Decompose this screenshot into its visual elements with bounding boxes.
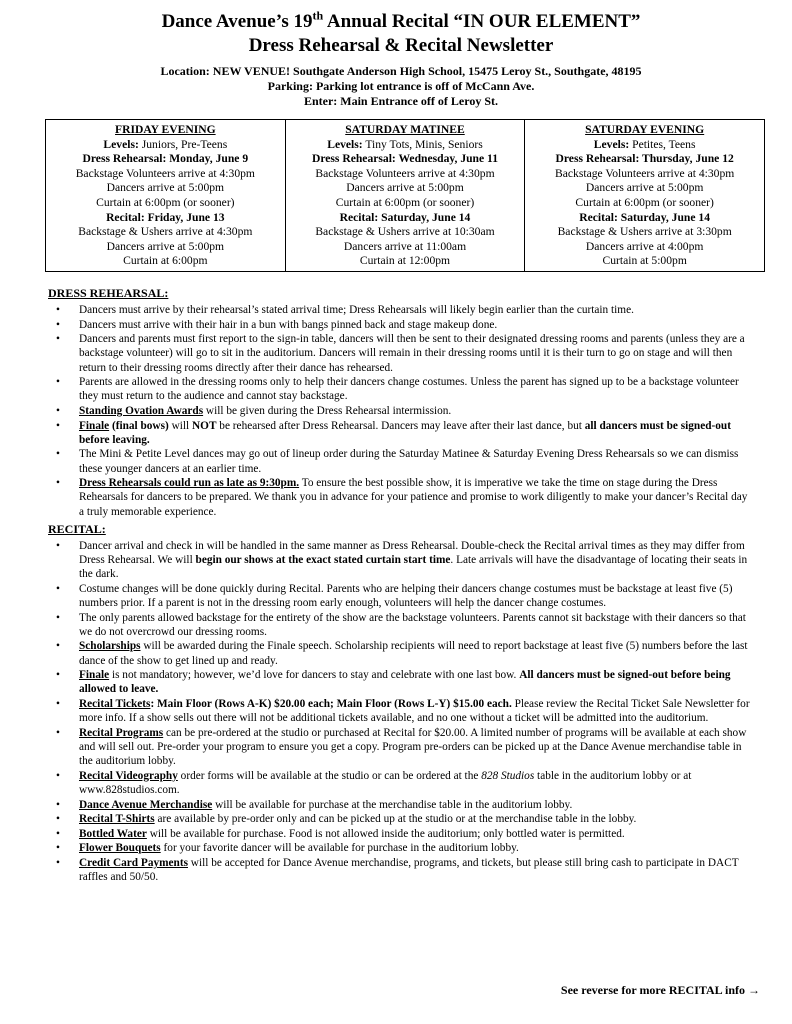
schedule-table xyxy=(45,119,765,272)
rehearsal-date: Dress Rehearsal: Thursday, June 12 xyxy=(555,152,734,166)
rehearsal-dancers-time: Dancers arrive at 5:00pm xyxy=(106,181,225,195)
recital-date: Recital: Saturday, June 14 xyxy=(579,210,711,224)
merchandise-label: Dance Avenue Merchandise xyxy=(79,798,213,811)
list-item: • Dance Avenue Merchandise will be available for purchase at the merchandise table in the auditorium lobby. xyxy=(79,798,754,812)
levels-line: Levels: Tiny Tots, Minis, Seniors xyxy=(327,137,483,151)
list-item: • Recital T-Shirts are available by pre-order only and can be picked up at the studio or at the merchandise table in the lobby. xyxy=(79,812,754,826)
credit-card-label: Credit Card Payments xyxy=(79,856,188,869)
recital-dancers-time: Dancers arrive at 4:00pm xyxy=(585,239,704,253)
list-item: • Dancers and parents must first report to the sign-in table, dancers will then be sent to their designated dressing rooms and parents (unless they are a backstage volunteer) will go to sit in the auditorium. Dancers will remain in their dressing rooms until it is their turn to go on stage and will then return to their dressing rooms directly after their dance has rehearsed. xyxy=(79,332,754,375)
recital-curtain-time: Curtain at 5:00pm xyxy=(602,254,687,268)
recital-curtain-time: Curtain at 6:00pm xyxy=(123,254,208,268)
recital-programs-label: Recital Programs xyxy=(79,726,164,739)
rehearsal-curtain-time: Curtain at 6:00pm (or sooner) xyxy=(335,195,475,209)
list-item: • Recital Programs can be pre-ordered at the studio or purchased at Recital for $20.00. A limited number of programs will be available at each show and will sell out. Pre-order your program to ensure you get a copy. Program pre-orders can be picked up at the Dance Avenue merchandise table in the auditorium lobby. xyxy=(79,726,754,769)
list-item: • Recital Tickets: Main Floor (Rows A-K) $20.00 each; Main Floor (Rows L-Y) $15.00 each. Please review the Recital Ticket Sale Newsletter for more info. If a show sells out there will not be additional tickets available, and no one without a ticket will be admitted into the auditorium. xyxy=(79,697,754,725)
bottled-water-label: Bottled Water xyxy=(79,827,147,840)
rehearsal-dancers-time: Dancers arrive at 5:00pm xyxy=(346,181,464,195)
finale-label: Finale xyxy=(79,419,110,432)
list-item: • Dancers must arrive by their rehearsal’s stated arrival time; Dress Rehearsals will likely begin earlier than the curtain time. xyxy=(79,303,754,317)
right-arrow-icon: → xyxy=(748,983,760,997)
recital-videography-label: Recital Videography xyxy=(79,769,178,782)
t-shirts-label: Recital T-Shirts xyxy=(79,813,155,826)
recital-dancers-time: Dancers arrive at 11:00am xyxy=(343,239,467,253)
list-item: • Bottled Water will be available for purchase. Food is not allowed inside the auditorium; only bottled water is permitted. xyxy=(79,827,754,841)
title-superscript: th xyxy=(312,8,324,23)
list-item: • Parents are allowed in the dressing rooms only to help their dancers change costumes. Unless the parent has signed up to be a backstage volunteer they must return to the audience and cannot stay backstage. xyxy=(79,375,754,403)
recital-date: Recital: Saturday, June 14 xyxy=(339,210,471,224)
dress-rehearsal-list xyxy=(48,303,754,519)
recital-tickets-label: Recital Tickets xyxy=(79,697,151,710)
venue-location: Location: NEW VENUE! Southgate Anderson High School, 15475 Leroy St., Southgate, 48195 xyxy=(160,64,642,78)
list-item: • Recital Videography order forms will be available at the studio or can be ordered at the 828 Studios table in the auditorium lobby or at www.828studios.com. xyxy=(79,769,754,797)
list-item: • Credit Card Payments will be accepted for Dance Avenue merchandise, programs, and tickets, but please still bring cash to participate in DACT raffles and 50/50. xyxy=(79,856,754,884)
list-item: • Standing Ovation Awards will be given during the Dress Rehearsal intermission. xyxy=(79,404,754,418)
column-heading: SATURDAY MATINEE xyxy=(345,123,465,136)
recital-curtain-time: Curtain at 12:00pm xyxy=(359,254,451,268)
levels-line: Levels: Juniors, Pre-Teens xyxy=(103,137,228,151)
entrance-info: Enter: Main Entrance off of Leroy St. xyxy=(303,94,499,108)
finale-label: Finale xyxy=(79,669,110,682)
rehearsal-date: Dress Rehearsal: Monday, June 9 xyxy=(82,152,249,166)
schedule-column-friday-evening xyxy=(46,120,286,272)
rehearsal-volunteers-time: Backstage Volunteers arrive at 4:30pm xyxy=(555,166,735,180)
recital-dancers-time: Dancers arrive at 5:00pm xyxy=(106,239,225,253)
list-item: • Finale is not mandatory; however, we’d love for dancers to stay and celebrate with one last bow. All dancers must be signed-out before being allowed to leave. xyxy=(79,668,754,696)
scholarships-label: Scholarships xyxy=(79,640,141,653)
recital-list xyxy=(48,539,754,885)
column-heading: FRIDAY EVENING xyxy=(115,123,216,136)
page-subtitle: Dress Rehearsal & Recital Newsletter xyxy=(248,35,554,56)
column-heading: SATURDAY EVENING xyxy=(585,123,705,136)
see-reverse-note: See reverse for more RECITAL info → xyxy=(560,983,760,997)
list-item: • Dancer arrival and check in will be handled in the same manner as Dress Rehearsal. Double-check the Recital arrival times as they may differ from Dress Rehearsal. We will begin our shows at the exact stated curtain start time. Late arrivals will have the disadvantage of locating their seats in the dark. xyxy=(79,539,754,582)
list-item: • Flower Bouquets for your favorite dancer will be available for purchase in the auditorium lobby. xyxy=(79,841,754,855)
rehearsal-dancers-time: Dancers arrive at 5:00pm xyxy=(585,181,704,195)
recital-ushers-time: Backstage & Ushers arrive at 4:30pm xyxy=(78,225,253,239)
dress-rehearsal-heading: DRESS REHEARSAL: xyxy=(48,285,169,300)
recital-date: Recital: Friday, June 13 xyxy=(106,210,225,224)
list-item: • The Mini & Petite Level dances may go out of lineup order during the Saturday Matinee & Saturday Evening Dress Rehearsals so we can dismiss these younger dancers at an earlier time. xyxy=(79,447,754,475)
list-item: • Costume changes will be done quickly during Recital. Parents who are helping their dancers change costumes must be backstage at least five (5) numbers prior. If a parent is not in the dressing room early enough, volunteers will help the dancer change costumes. xyxy=(79,582,754,610)
schedule-column-saturday-evening xyxy=(525,120,765,272)
parking-info: Parking: Parking lot entrance is off of McCann Ave. xyxy=(267,79,535,93)
rehearsal-curtain-time: Curtain at 6:00pm (or sooner) xyxy=(96,195,235,209)
levels-line: Levels: Petites, Teens xyxy=(593,137,696,151)
rehearsal-curtain-time: Curtain at 6:00pm (or sooner) xyxy=(575,195,714,209)
list-item: • Scholarships will be awarded during the Finale speech. Scholarship recipients will need to report backstage at least five (5) numbers before the last dance of the show to get lined up and ready. xyxy=(79,639,754,667)
rehearsal-date: Dress Rehearsal: Wednesday, June 11 xyxy=(311,152,499,166)
recital-ushers-time: Backstage & Ushers arrive at 3:30pm xyxy=(557,225,732,239)
rehearsal-volunteers-time: Backstage Volunteers arrive at 4:30pm xyxy=(75,166,255,180)
list-item: • The only parents allowed backstage for the entirety of the show are the backstage volunteers. Parents cannot sit backstage with their dancers so that we do not overcrowd our dressing rooms. xyxy=(79,611,754,639)
flower-bouquets-label: Flower Bouquets xyxy=(79,842,161,855)
list-item: • Dancers must arrive with their hair in a bun with bangs pinned back and stage makeup done. xyxy=(79,318,754,332)
page-title: Dance Avenue’s 19th Annual Recital “IN OUR ELEMENT” xyxy=(161,8,641,32)
recital-heading: RECITAL: xyxy=(48,521,106,536)
rehearsal-volunteers-time: Backstage Volunteers arrive at 4:30pm xyxy=(315,166,495,180)
schedule-column-saturday-matinee xyxy=(285,120,525,272)
recital-ushers-time: Backstage & Ushers arrive at 10:30am xyxy=(315,225,495,239)
list-item: • Dress Rehearsals could run as late as 9:30pm. To ensure the best possible show, it is imperative we take the time on stage during the Dress Rehearsals for dancers to be prepared. We thank you in advance for your patience and promise to work diligently to make your dancer’s Recital day a truly memorable experience. xyxy=(79,476,754,519)
standing-ovation-awards-label: Standing Ovation Awards xyxy=(79,404,204,417)
late-run-notice: Dress Rehearsals could run as late as 9:30pm. xyxy=(79,477,300,490)
list-item: • Finale (final bows) will NOT be rehearsed after Dress Rehearsal. Dancers may leave after their last dance, but all dancers must be signed-out before leaving. xyxy=(79,419,754,447)
